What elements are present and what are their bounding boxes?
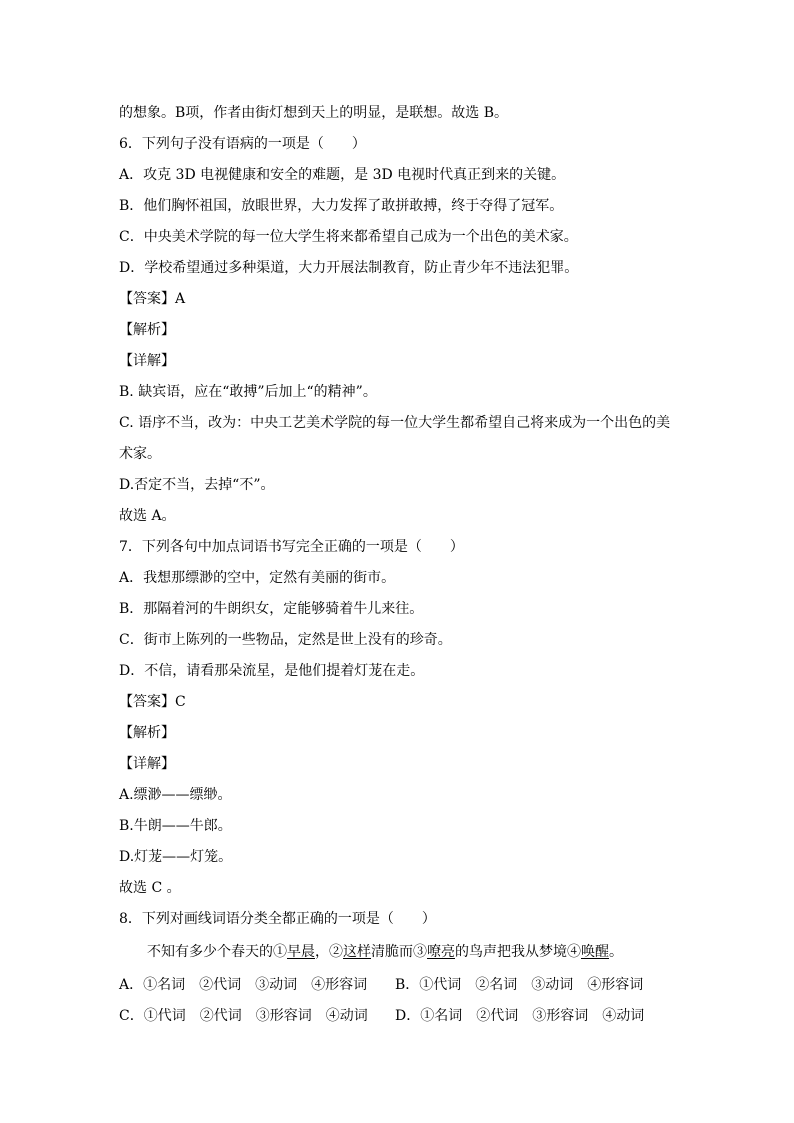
answer-label: 【答案】A (119, 291, 186, 307)
question-7-option-c: C．街市上陈列的一些物品，定然是世上没有的珍奇。 (119, 632, 452, 648)
underlined-word: 早晨 (287, 944, 315, 960)
answer-label: 【答案】C (119, 694, 186, 710)
conclusion-line: 故选 A。 (119, 508, 176, 524)
underlined-word: 唤醒 (581, 944, 609, 960)
question-6-option-d: D．学校希望通过多种渠道，大力开展法制教育，防止青少年不违法犯罪。 (119, 260, 579, 276)
explanation-line: A.缥渺——缥缈。 (119, 787, 232, 803)
conclusion-line: 故选 C 。 (119, 880, 181, 896)
explanation-line: B.牛朗——牛郎。 (119, 818, 232, 834)
passage-text: 。 (609, 944, 623, 960)
question-7-option-b: B．那隔着河的牛朗织女，定能够骑着牛儿来往。 (119, 601, 424, 617)
explanation-line: D.否定不当，去掉“不”。 (119, 477, 275, 493)
question-8-option-b: B．①代词 ②名词 ③动词 ④形容词 (395, 977, 644, 993)
passage-text: 的鸟声把我从梦境④ (455, 944, 581, 960)
question-8-passage (147, 942, 623, 962)
question-6-option-c: C．中央美术学院的每一位大学生将来都希望自己成为一个出色的美术家。 (119, 229, 578, 245)
explanation-line: C. 语序不当，改为：中央工艺美术学院的每一位大学生都希望自己将来成为一个出色的美 (119, 415, 671, 431)
question-7-stem: 7．下列各句中加点词语书写完全正确的一项是（ ） (119, 539, 464, 555)
analysis-label: 【解析】 (119, 322, 175, 338)
explanation-line: 术家。 (119, 446, 161, 462)
question-7-option-d: D．不信，请看那朵流星，是他们提着灯茏在走。 (119, 663, 425, 679)
passage-text: 不知有多少个春天的① (147, 944, 287, 960)
question-8-option-c: C．①代词 ②代词 ③形容词 ④动词 (119, 1008, 368, 1024)
underlined-word: 嘹亮 (427, 944, 455, 960)
explanation-line: D.灯茏——灯笼。 (119, 849, 233, 865)
question-8-option-d: D．①名词 ②代词 ③形容词 ④动词 (395, 1008, 645, 1024)
text-line: 的想象。B项，作者由街灯想到天上的明显，是联想。故选 B。 (119, 105, 509, 121)
question-8-options-row-1 (119, 975, 679, 995)
passage-text: ，② (315, 944, 343, 960)
analysis-label: 【解析】 (119, 725, 175, 741)
question-8-stem: 8．下列对画线词语分类全都正确的一项是（ ） (119, 911, 436, 927)
detail-label: 【详解】 (119, 353, 175, 369)
question-6-option-b: B．他们胸怀祖国，放眼世界，大力发挥了敢拼敢搏，终于夺得了冠军。 (119, 198, 564, 214)
question-8-option-a: A．①名词 ②代词 ③动词 ④形容词 (119, 977, 368, 993)
passage-text: 清脆而③ (371, 944, 427, 960)
question-6-stem: 6．下列句子没有语病的一项是（ ） (119, 136, 366, 152)
question-6-option-a: A．攻克 3D 电视健康和安全的难题，是 3D 电视时代真正到来的关键。 (119, 167, 566, 183)
question-7-option-a: A．我想那缥渺的空中，定然有美丽的街市。 (119, 570, 396, 586)
question-8-options-row-2 (119, 1006, 679, 1026)
explanation-line: B. 缺宾语，应在“敢搏”后加上“的精神”。 (119, 384, 377, 400)
detail-label: 【详解】 (119, 756, 175, 772)
underlined-word: 这样 (343, 944, 371, 960)
